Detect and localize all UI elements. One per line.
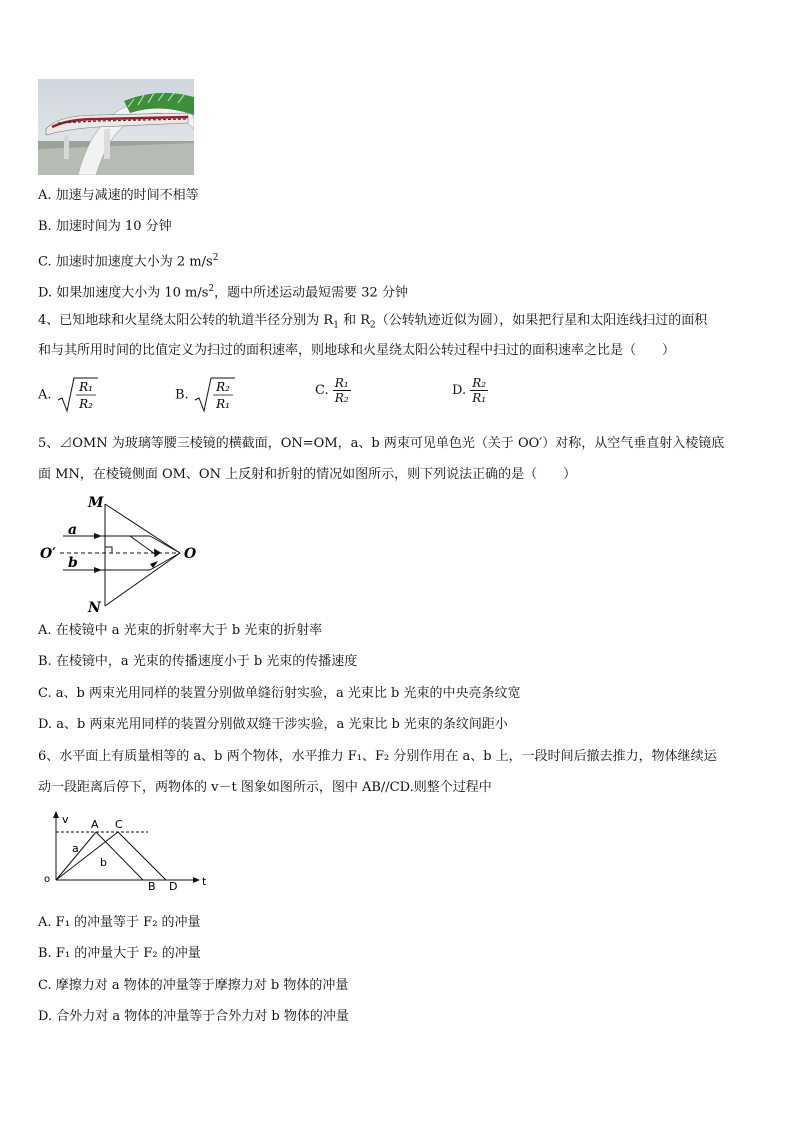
option-label: C. <box>38 254 52 270</box>
option-label: D. <box>38 285 53 301</box>
fraction <box>470 376 488 405</box>
label-n: N <box>88 600 101 616</box>
label-o-prime: O′ <box>40 546 56 562</box>
q5-stem-line2: 面 MN，在棱镜侧面 OM、ON 上反射和折射的情况如图所示，则下列说法正确的是（ ） <box>38 467 577 482</box>
option-text: 在棱镜中 a 光束的折射率大于 b 光束的折射率 <box>55 623 323 638</box>
q4-option-c[interactable] <box>315 376 351 405</box>
fraction <box>333 376 351 405</box>
maglev-train-photo <box>38 79 194 175</box>
frac-den: R₁ <box>472 391 487 405</box>
frac-num: R₂ <box>215 380 230 394</box>
subscript: 1 <box>333 320 339 331</box>
q5-option-c[interactable] <box>38 684 520 704</box>
label-m: M <box>88 495 104 511</box>
frac-den: R₂ <box>78 397 93 411</box>
superscript: 2 <box>208 284 215 294</box>
option-label: B. <box>175 387 189 403</box>
option-label: D. <box>452 383 467 398</box>
q6-option-d[interactable] <box>38 1007 349 1027</box>
q6-option-b[interactable] <box>38 944 201 964</box>
point-a-label: A <box>91 818 99 831</box>
label-a: a <box>68 522 78 538</box>
q3-option-c[interactable] <box>38 248 218 272</box>
q5-option-d[interactable] <box>38 715 508 735</box>
q5-stem-line1: 5、⊿OMN 为玻璃等腰三棱镜的横截面，ON=OM，a、b 两束可见单色光（关于 OO′）对称，从空气垂直射入棱镜底 <box>38 436 725 451</box>
option-text: 摩擦力对 a 物体的冲量等于摩擦力对 b 物体的冲量 <box>55 978 349 993</box>
option-label: D. <box>38 717 53 732</box>
option-text-tail: ，题中所述运动最短需要 32 分钟 <box>214 285 408 301</box>
axis-t-label: t <box>202 875 207 888</box>
v-t-graph <box>38 810 218 896</box>
option-label: B. <box>38 219 52 234</box>
subscript: 2 <box>370 320 376 331</box>
option-text: 在棱镜中，a 光束的传播速度小于 b 光束的传播速度 <box>55 654 358 669</box>
option-text: 加速时加速度大小为 2 m/s <box>55 254 213 270</box>
option-label: D. <box>38 1009 53 1024</box>
frac-den: R₂ <box>334 391 349 405</box>
option-label: A. <box>38 623 52 638</box>
frac-num: R₂ <box>472 376 487 390</box>
option-text: a、b 两束光用同样的装置分别做单缝衍射实验，a 光束比 b 光束的中央亮条纹宽 <box>55 686 521 701</box>
line-a-label: a <box>72 842 79 855</box>
option-label: C. <box>38 978 52 993</box>
option-label: B. <box>38 946 52 961</box>
q6-option-a[interactable] <box>38 913 201 933</box>
axis-v-label: v <box>62 813 69 826</box>
prism-diagram <box>38 494 208 618</box>
q3-option-a[interactable] <box>38 186 199 206</box>
superscript: 2 <box>212 253 219 263</box>
line-b-label: b <box>100 856 107 869</box>
sqrt-sign-icon <box>193 376 235 414</box>
option-label: C. <box>315 383 329 398</box>
point-c-label: C <box>115 818 123 831</box>
option-label: A. <box>38 915 52 930</box>
q4-option-d[interactable] <box>452 376 488 405</box>
stem-text: 4、已知地球和火星绕太阳公转的轨道半径分别为 R <box>38 313 334 328</box>
stem-text: （公转轨迹近似为圆），如果把行星和太阳连线扫过的面积 <box>375 313 708 328</box>
option-text: F₁ 的冲量等于 F₂ 的冲量 <box>55 915 201 930</box>
point-d-label: D <box>169 880 178 893</box>
option-label: B. <box>38 654 52 669</box>
option-text: 加速与减速的时间不相等 <box>55 188 199 203</box>
option-text: a、b 两束光用同样的装置分别做双缝干涉实验，a 光束比 b 光束的条纹间距小 <box>56 717 508 732</box>
q3-option-d[interactable] <box>38 279 408 303</box>
origin-label: o <box>44 874 51 885</box>
q6-stem-line1: 6、水平面上有质量相等的 a、b 两个物体，水平推力 F₁、F₂ 分别作用在 a、b 上，一段时间后撤去推力，物体继续运 <box>38 749 717 764</box>
q4-option-b[interactable] <box>175 376 235 414</box>
option-text: 合外力对 a 物体的冲量等于合外力对 b 物体的冲量 <box>56 1009 349 1024</box>
q4-stem-line2: 和与其所用时间的比值定义为扫过的面积速率，则地球和火星绕太阳公转过程中扫过的面积速率之比是（ ） <box>38 343 676 358</box>
sqrt-sign-icon <box>56 376 98 414</box>
frac-num: R₁ <box>334 376 349 390</box>
q4-option-a[interactable] <box>38 376 98 414</box>
label-b: b <box>68 555 78 571</box>
option-text: 加速时间为 10 分钟 <box>55 219 172 234</box>
q6-stem-line2: 动一段距离后停下，两物体的 v－t 图象如图所示，图中 AB//CD.则整个过程中 <box>38 780 492 795</box>
q3-option-b[interactable] <box>38 217 172 237</box>
q5-option-b[interactable] <box>38 652 357 672</box>
q5-option-a[interactable] <box>38 621 322 641</box>
q6-option-c[interactable] <box>38 976 348 996</box>
point-b-label: B <box>148 880 156 893</box>
frac-num: R₁ <box>78 380 93 394</box>
option-text: F₁ 的冲量大于 F₂ 的冲量 <box>55 946 201 961</box>
q4-stem-line1 <box>38 311 707 336</box>
stem-text: 和 R <box>338 313 370 328</box>
option-text: 如果加速度大小为 10 m/s <box>56 285 209 301</box>
label-o: O <box>184 546 197 562</box>
frac-den: R₁ <box>215 397 230 411</box>
option-label: A. <box>38 387 52 403</box>
option-label: A. <box>38 188 52 203</box>
option-label: C. <box>38 686 52 701</box>
